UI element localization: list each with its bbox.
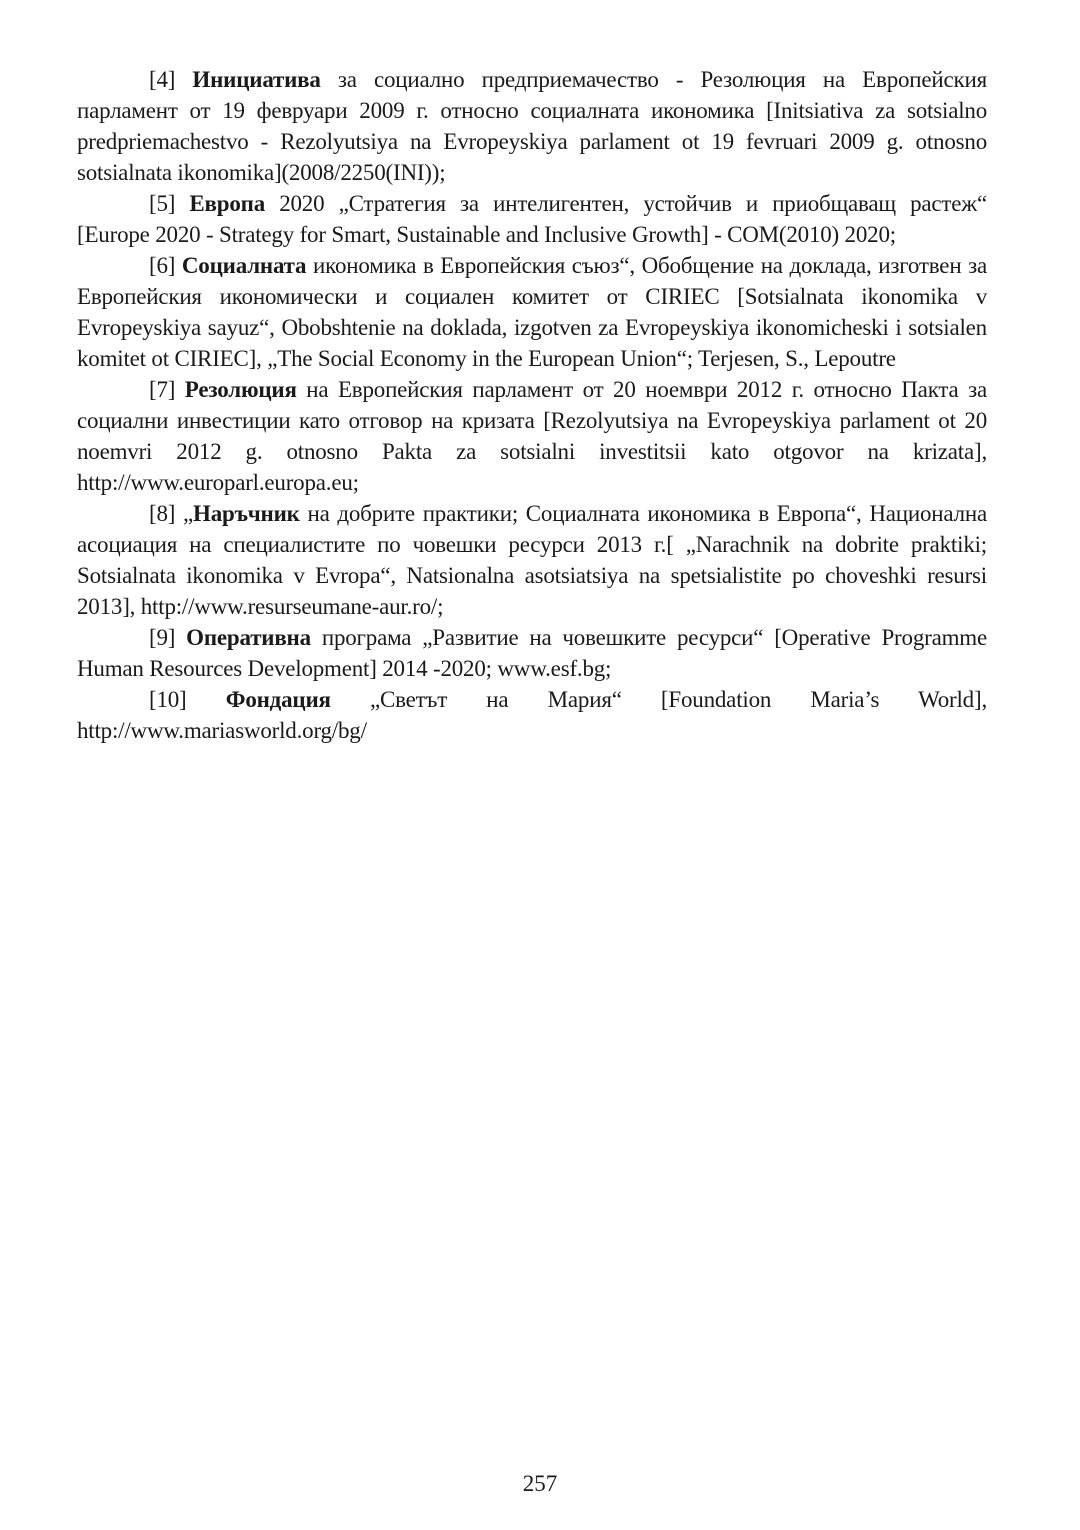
reference-bold-term: Социалната — [181, 253, 307, 278]
reference-bold-term: Оперативна — [186, 625, 311, 650]
reference-bold-term: Фондация — [225, 687, 331, 712]
reference-bold-term: Резолюция — [184, 377, 297, 402]
reference-text: на Европейския парламент от 20 ноември 2012 г. относно Пакта за социални инвестиции като отговор на кризата [Rezolyutsiya na Evropeyskiya parlament ot 20 noemvri 2012 g. otnosno Pakta za sotsialni investitsii kato otgovor na krizata], http://www.europarl.europa.eu; — [77, 377, 987, 495]
reference-list — [77, 64, 987, 746]
reference-bold-term: Европа — [189, 191, 266, 216]
reference-number: [9] — [149, 625, 176, 650]
reference-text: за социално предприемачество - Резолюция на Европейския парламент от 19 февруари 2009 г. относно социалната икономика [Initsiativa za sotsialno predpriemachestvo - Rezolyutsiya na Evropeyskiya parlament ot 19 fevruari 2009 g. otnosno sotsialnata ikonomika](2008/2250(INI)); — [77, 67, 987, 185]
reference-text: на добрите практики; Социалната икономика в Европа“, Национална асоциация на специалистите по човешки ресурси 2013 г.[ „Narachnik na dobrite praktiki; Sotsialnata ikonomika v Evropa“, Natsionalna asotsiatsiya na spetsialistite po choveshki resursi 2013], http://www.resurseumane-aur.ro/; — [77, 501, 987, 619]
reference-item-8 — [77, 498, 987, 622]
reference-number: [10] — [149, 687, 187, 712]
reference-text: икономика в Европейския съюз“, Обобщение на доклада, изготвен за Европейския икономически и социален комитет от CIRIEC [Sotsialnata ikonomika v Evropeyskiya sayuz“, Obobshtenie na doklada, izgotven za Evropeyskiya ikonomicheski i sotsialen komitet ot CIRIEC], „The Social Economy in the European Union“; Terjesen, S., Lepoutre — [77, 253, 987, 371]
reference-number: [8] „ — [149, 501, 193, 526]
reference-number: [6] — [149, 253, 176, 278]
reference-item-4 — [77, 64, 987, 188]
page-number: 257 — [522, 1471, 558, 1496]
reference-bold-term: Наръчник — [193, 501, 300, 526]
reference-text: програма „Развитие на човешките ресурси“ [Operative Programme Human Resources Development] 2014 -2020; www.esf.bg; — [77, 625, 987, 681]
reference-text: „Светът на Мария“ [Foundation Maria’s World], http://www.mariasworld.org/bg/ — [77, 687, 987, 743]
reference-item-10 — [77, 684, 987, 746]
reference-item-5 — [77, 188, 987, 250]
reference-number: [5] — [149, 191, 176, 216]
reference-item-7 — [77, 374, 987, 498]
reference-bold-term: Инициатива — [192, 67, 321, 92]
reference-number: [7] — [149, 377, 176, 402]
reference-number: [4] — [149, 67, 176, 92]
reference-item-6 — [77, 250, 987, 374]
reference-item-9 — [77, 622, 987, 684]
reference-text: 2020 „Стратегия за интелигентен, устойчив и приобщаващ растеж“ [Europe 2020 - Strategy for Smart, Sustainable and Inclusive Growth] - COM(2010) 2020; — [77, 191, 987, 247]
